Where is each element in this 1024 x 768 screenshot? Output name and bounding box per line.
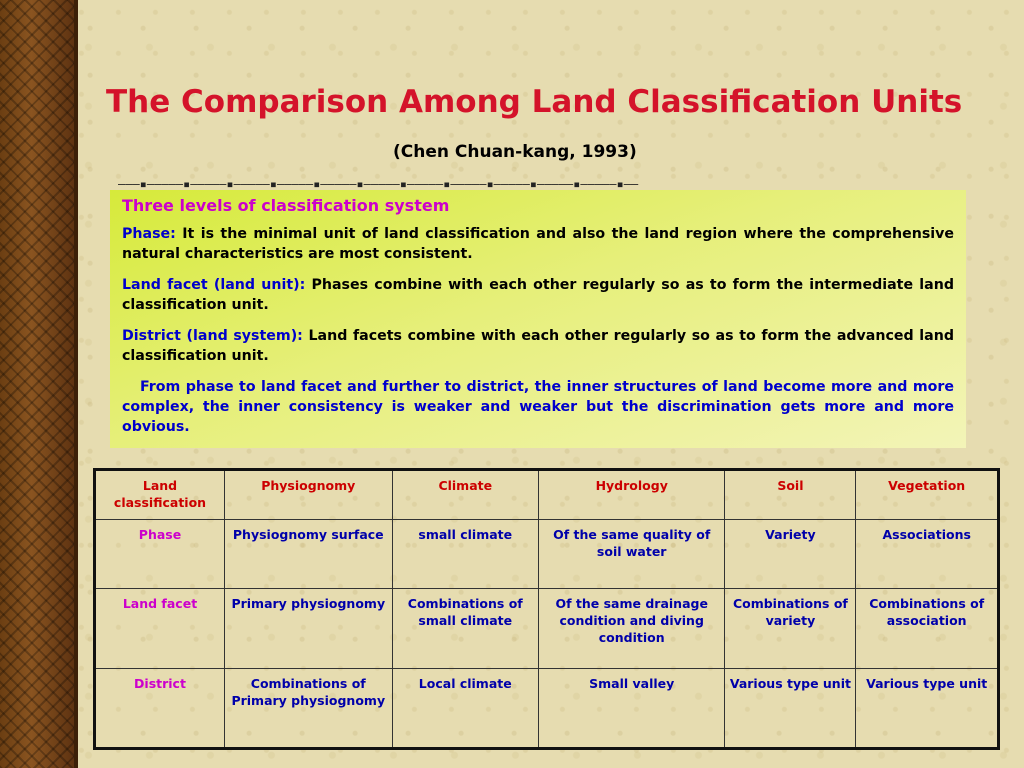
table-cell: Various type unit (856, 669, 999, 749)
facet-label: Land facet (land unit): (122, 277, 306, 293)
facet-definition (122, 275, 954, 315)
table-cell: Of the same drainage condition and diving condition (539, 589, 725, 669)
table-cell: Physiognomy surface (225, 520, 393, 589)
slide-title: The Comparison Among Land Classification Units (106, 84, 963, 120)
table-cell: Various type unit (725, 669, 856, 749)
header-cell: Hydrology (539, 470, 725, 520)
district-text: Land facets combine with each other regularly so as to form the advanced land classification unit. (122, 328, 954, 364)
row-label: District (95, 669, 225, 749)
table-cell: Variety (725, 520, 856, 589)
table-cell: Combinations of association (856, 589, 999, 669)
table-cell: Combinations of Primary physiognomy (225, 669, 393, 749)
district-definition (122, 326, 954, 366)
header-cell: Soil (725, 470, 856, 520)
summary-text: From phase to land facet and further to district, the inner structures of land become more and more complex, the inner consistency is weaker and weaker but the discrimination gets more and more obvious. (122, 379, 954, 435)
row-label: Phase (95, 520, 225, 589)
phase-text: It is the minimal unit of land classification and also the land region where the comprehensive natural characteristics are most consistent. (122, 226, 954, 262)
table-header-row (95, 470, 999, 520)
table-cell: Primary physiognomy (225, 589, 393, 669)
slide-subtitle: (Chen Chuan-kang, 1993) (393, 142, 637, 162)
table-cell: small climate (392, 520, 538, 589)
ornamental-divider: ———▪—————▪—————▪—————▪—————▪—————▪—————▪—————▪—————▪—————▪—————▪—————▪—— (118, 178, 639, 190)
district-label: District (land system): (122, 328, 303, 344)
row-label: Land facet (95, 589, 225, 669)
decorative-wood-bar (0, 0, 78, 768)
table-cell: Of the same quality of soil water (539, 520, 725, 589)
table-cell: Combinations of variety (725, 589, 856, 669)
header-cell: Vegetation (856, 470, 999, 520)
table-row (95, 669, 999, 749)
phase-definition (122, 224, 954, 264)
header-cell: Physiognomy (225, 470, 393, 520)
facet-text: Phases combine with each other regularly so as to form the intermediate land classification unit. (122, 277, 954, 313)
header-cell: Land classification (95, 470, 225, 520)
box-heading: Three levels of classification system (122, 196, 450, 215)
phase-label: Phase: (122, 226, 176, 242)
table-cell: Local climate (392, 669, 538, 749)
table-row (95, 589, 999, 669)
comparison-table (93, 468, 1000, 750)
definition-box (110, 190, 966, 448)
table-cell: Combinations of small climate (392, 589, 538, 669)
table-cell: Small valley (539, 669, 725, 749)
header-cell: Climate (392, 470, 538, 520)
table-row (95, 520, 999, 589)
table-cell: Associations (856, 520, 999, 589)
